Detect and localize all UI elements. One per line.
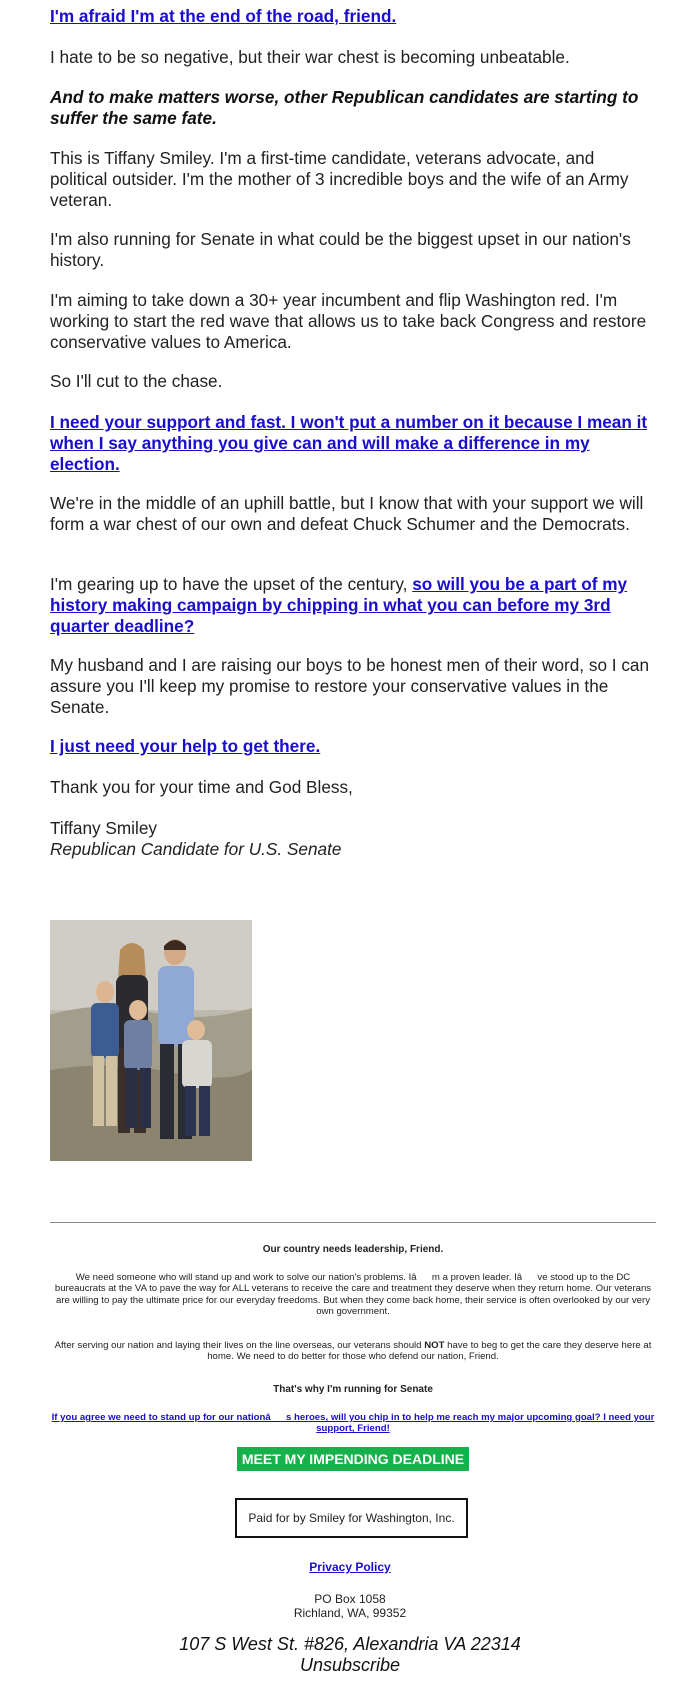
support-paragraph [50,412,650,476]
family-photo [50,920,252,1161]
closing-line: Thank you for your time and God Bless, [50,777,353,797]
help-link[interactable]: I just need your help to get there. [50,736,321,756]
footer-agree-paragraph [50,1412,656,1435]
privacy-policy-link[interactable]: Privacy Policy [309,1560,391,1574]
po-box: PO Box 1058 [314,1592,386,1606]
city-state-zip: Richland, WA, 99352 [293,1606,407,1620]
footer-heading: Our country needs leadership, Friend. [262,1244,444,1255]
privacy-row [0,1560,700,1574]
upset-text: I'm gearing up to have the upset of the century, [50,574,413,594]
paragraph-senate-run: I'm also running for Senate in what could be the biggest upset in our nation's history. [50,229,631,271]
deadline-cta-button[interactable]: MEET MY IMPENDING DEADLINE [237,1447,469,1471]
deadline-link[interactable]: so will you be a part of my history making campaign by chipping in what you can before my 3rd quarter deadline? [50,574,628,637]
paragraph-chase: So I'll cut to the chase. [50,371,223,391]
paragraph-war-chest: I hate to be so negative, but their war chest is becoming unbeatable. [50,47,570,67]
signature-name: Tiffany Smiley [50,818,157,838]
paid-for-box: Paid for by Smiley for Washington, Inc. [235,1498,468,1538]
footer-running: That's why I'm running for Senate [273,1384,433,1395]
veterans-text-before: After serving our nation and laying their lives on the line overseas, our veterans should [54,1340,425,1351]
footer-divider [50,1222,656,1223]
paragraph-emphasis: And to make matters worse, other Republican candidates are starting to suffer the same fate. [50,87,639,129]
headline-link[interactable]: I'm afraid I'm at the end of the road, friend. [50,6,397,26]
paragraph-uphill: We're in the middle of an uphill battle, but I know that with your support we will form a war chest of our own and defeat Chuck Schumer and the Democrats. [50,493,644,535]
paragraph-promise: My husband and I are raising our boys to be honest men of their word, so I can assure you I'll keep my promise to restore your conservative values in the Senate. [50,655,650,718]
support-link[interactable]: I need your support and fast. I won't put a number on it because I mean it when I say anything you give can and will make a difference in my election. [50,412,648,475]
footer-paragraph-veterans [50,1340,656,1363]
agree-link[interactable]: If you agree we need to stand up for our nationâs heroes, will you chip in to help me reach my major upcoming goal? I need your support, Friend! [51,1412,655,1435]
alexandria-address: 107 S West St. #826, Alexandria VA 22314 [179,1634,521,1654]
signature-title: Republican Candidate for U.S. Senate [50,839,342,859]
veterans-text-after: have to beg to get the care they deserve here at home. We need to do better for those who defend our nation, Friend. [207,1340,652,1363]
unsubscribe-link[interactable]: Unsubscribe [299,1655,401,1675]
paragraph-intro: This is Tiffany Smiley. I'm a first-time candidate, veterans advocate, and political outsider. I'm the mother of 3 incredible boys and the wife of an Army veteran. [50,148,629,211]
veterans-text-bold: NOT [424,1340,445,1351]
headline-paragraph [50,6,650,27]
paragraph-flip-red: I'm aiming to take down a 30+ year incumbent and flip Washington red. I'm working to start the red wave that allows us to take back Congress and restore conservative values to America. [50,290,647,353]
paragraph-upset [50,574,650,638]
footer-paragraph-leadership: We need someone who will stand up and work to solve our nation's problems. Iâm a proven leader. Iâve stood up to the DC bureaucrats at the VA to pave the way for ALL veterans to receive the care and treatment they deserve when they return home. Our veterans are willing to pay the ultimate price for our everyday freedoms. But when they come back home, their service is often overlooked by our very own government. [54,1272,652,1318]
family-photo-illustration [50,920,252,1161]
help-paragraph [50,736,650,757]
